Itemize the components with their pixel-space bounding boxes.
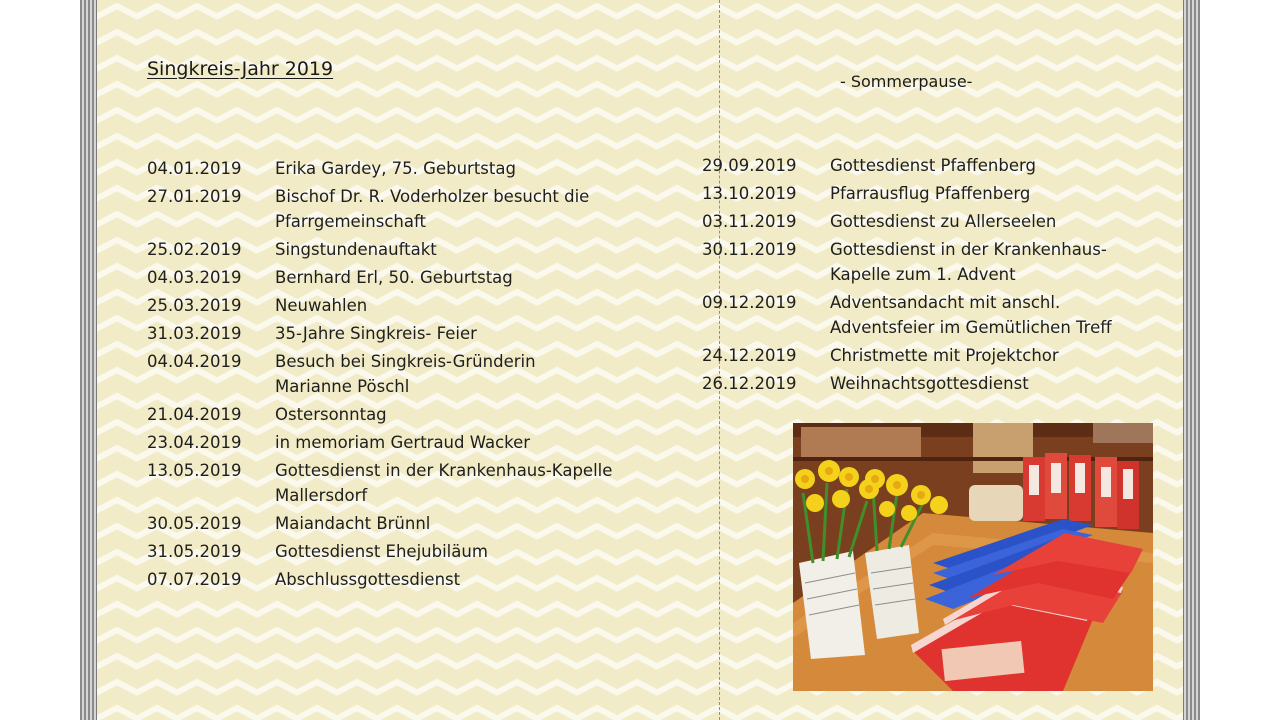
event-date: 29.09.2019 bbox=[702, 156, 797, 175]
event-text: Gottesdienst zu Allerseelen bbox=[830, 212, 1057, 231]
event-text: in memoriam Gertraud Wacker bbox=[275, 433, 531, 452]
event-date: 03.11.2019 bbox=[702, 212, 797, 231]
event-item bbox=[147, 265, 617, 290]
event-text: Maiandacht Brünnl bbox=[275, 514, 431, 533]
event-date: 07.07.2019 bbox=[147, 570, 242, 589]
event-item bbox=[702, 237, 1132, 287]
event-item bbox=[147, 511, 617, 536]
event-item bbox=[702, 153, 1132, 178]
event-text: Gottesdienst in der Krankenhaus-Kapelle Mallersdorf bbox=[275, 461, 613, 505]
event-item bbox=[702, 290, 1132, 340]
event-text: Gottesdienst Ehejubiläum bbox=[275, 542, 488, 561]
page-title: Singkreis-Jahr 2019 bbox=[147, 58, 334, 80]
event-item bbox=[702, 371, 1132, 396]
event-date: 04.01.2019 bbox=[147, 159, 242, 178]
event-text: Besuch bei Singkreis-Gründerin Marianne Pöschl bbox=[275, 352, 536, 396]
event-list-right bbox=[702, 153, 1132, 399]
event-item bbox=[147, 321, 617, 346]
event-date: 25.02.2019 bbox=[147, 240, 242, 259]
event-item bbox=[702, 343, 1132, 368]
event-date: 30.11.2019 bbox=[702, 240, 797, 259]
event-item bbox=[147, 349, 617, 399]
event-item bbox=[147, 184, 617, 234]
event-text: Pfarrausflug Pfaffenberg bbox=[830, 184, 1031, 203]
event-date: 24.12.2019 bbox=[702, 346, 797, 365]
event-text: Gottesdienst Pfaffenberg bbox=[830, 156, 1036, 175]
event-date: 13.10.2019 bbox=[702, 184, 797, 203]
page-edge-left bbox=[80, 0, 97, 720]
event-text: Gottesdienst in der Krankenhaus-Kapelle zum 1. Advent bbox=[830, 240, 1107, 284]
page-edge-right bbox=[1183, 0, 1200, 720]
event-item bbox=[147, 430, 617, 455]
event-date: 21.04.2019 bbox=[147, 405, 242, 424]
event-item bbox=[147, 567, 617, 592]
event-text: Abschlussgottesdienst bbox=[275, 570, 461, 589]
event-item bbox=[147, 237, 617, 262]
event-text: Singstundenauftakt bbox=[275, 240, 437, 259]
event-date: 04.04.2019 bbox=[147, 352, 242, 371]
event-text: 35-Jahre Singkreis- Feier bbox=[275, 324, 477, 343]
event-date: 04.03.2019 bbox=[147, 268, 242, 287]
event-item bbox=[147, 539, 617, 564]
event-date: 09.12.2019 bbox=[702, 293, 797, 312]
event-item bbox=[147, 293, 617, 318]
event-date: 31.03.2019 bbox=[147, 324, 242, 343]
event-text: Bernhard Erl, 50. Geburtstag bbox=[275, 268, 513, 287]
event-text: Weihnachtsgottesdienst bbox=[830, 374, 1029, 393]
event-text: Christmette mit Projektchor bbox=[830, 346, 1059, 365]
event-date: 31.05.2019 bbox=[147, 542, 242, 561]
event-item bbox=[702, 209, 1132, 234]
event-date: 27.01.2019 bbox=[147, 187, 242, 206]
event-text: Bischof Dr. R. Voderholzer besucht die Pfarrgemeinschaft bbox=[275, 187, 590, 231]
event-item bbox=[147, 156, 617, 181]
event-date: 23.04.2019 bbox=[147, 433, 242, 452]
event-date: 13.05.2019 bbox=[147, 461, 242, 480]
event-item bbox=[147, 458, 617, 508]
event-date: 25.03.2019 bbox=[147, 296, 242, 315]
photo-daffodils-songbooks bbox=[793, 423, 1153, 691]
event-text: Ostersonntag bbox=[275, 405, 387, 424]
event-date: 26.12.2019 bbox=[702, 374, 797, 393]
event-item bbox=[147, 402, 617, 427]
event-date: 30.05.2019 bbox=[147, 514, 242, 533]
event-text: Neuwahlen bbox=[275, 296, 368, 315]
event-text: Erika Gardey, 75. Geburtstag bbox=[275, 159, 516, 178]
event-list-left bbox=[147, 156, 617, 595]
event-item bbox=[702, 181, 1132, 206]
summer-break-note: - Sommerpause- bbox=[840, 72, 973, 91]
event-text: Adventsandacht mit anschl. Adventsfeier im Gemütlichen Treff bbox=[830, 293, 1112, 337]
